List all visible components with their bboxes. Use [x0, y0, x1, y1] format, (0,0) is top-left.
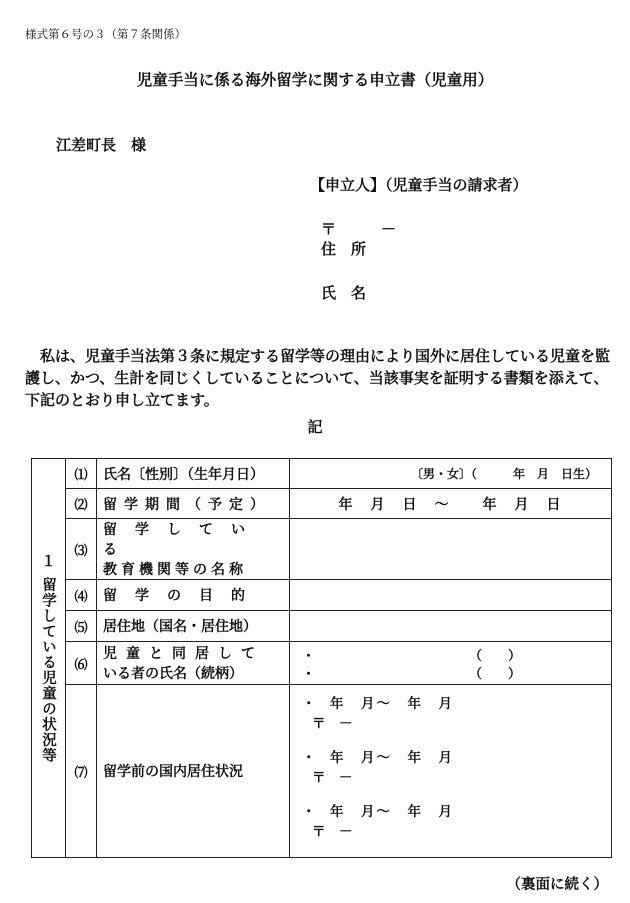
table-row [32, 580, 612, 611]
gender-dob-template: 〔男・女〕（ 年 月 日生） [410, 467, 597, 481]
prior-residence-field[interactable] [290, 685, 612, 858]
addressee: 江差町長 様 [56, 136, 147, 154]
prior-residence-entry [290, 692, 611, 732]
ki-heading: 記 [307, 418, 323, 436]
row-index: ⑺ [66, 685, 97, 858]
applicant-name-label: 氏 名 [321, 284, 367, 302]
cohabitant-entry [290, 663, 611, 681]
institution-name-field[interactable] [290, 519, 612, 580]
prior-residence-entry [290, 746, 611, 786]
residence-postal: 〒 － [312, 824, 353, 840]
row-index: ⑸ [66, 611, 97, 642]
study-period-template: 年 月 日 ～ 年 月 日 [338, 496, 563, 513]
row-index: ⑵ [66, 489, 97, 519]
bullet: ・ [302, 666, 316, 682]
row-index: ⑹ [66, 642, 97, 685]
bullet: ・ [302, 696, 316, 712]
relationship-paren: （ ） [468, 648, 521, 664]
study-purpose-field[interactable] [290, 580, 612, 611]
row-label-line2: いる者の氏名（続柄） [103, 666, 243, 682]
residence-period: 年 月～ 年 月 [330, 804, 454, 820]
table-row [32, 685, 612, 858]
table-row [32, 489, 612, 519]
row-label-line2: 教育機関等の名称 [103, 562, 247, 578]
relationship-paren: （ ） [468, 666, 521, 682]
row-label-line1: 留学している [103, 522, 263, 558]
table-row [32, 642, 612, 685]
bullet: ・ [302, 804, 316, 820]
row-label [97, 519, 290, 580]
row-label: 留学の目的 [97, 580, 290, 611]
residence-field[interactable] [290, 611, 612, 642]
row-label: 留学前の国内居住状況 [97, 685, 290, 858]
row-label-line1: 児童と同居して [103, 646, 264, 662]
bullet: ・ [302, 648, 316, 664]
bullet: ・ [302, 750, 316, 766]
row-index: ⑶ [66, 519, 97, 580]
prior-residence-entry [290, 800, 611, 840]
applicant-postal-label: 〒 － [321, 220, 397, 238]
row-label: 居住地（国名・居住地） [97, 611, 290, 642]
name-gender-dob-field[interactable] [290, 459, 612, 489]
category-cell [32, 459, 66, 858]
row-index: ⑴ [66, 459, 97, 489]
study-period-field[interactable] [290, 489, 612, 519]
table-row [32, 459, 612, 489]
row-label [97, 642, 290, 685]
residence-period: 年 月～ 年 月 [330, 750, 454, 766]
row-index: ⑷ [66, 580, 97, 611]
document-title: 児童手当に係る海外留学に関する申立書（児童用） [136, 70, 494, 89]
table-row [32, 611, 612, 642]
row-label: 留学期間（予定） [97, 489, 290, 519]
category-number: １ [41, 552, 56, 570]
continued-note: （裏面に続く） [506, 876, 608, 893]
cohabitant-field[interactable] [290, 642, 612, 685]
applicant-address-label: 住 所 [321, 240, 367, 258]
cohabitant-entry [290, 645, 611, 663]
residence-postal: 〒 － [312, 770, 353, 786]
form-number: 様式第６号の３（第７条関係） [25, 27, 186, 41]
applicant-heading: 【申立人】（児童手当の請求者） [310, 176, 528, 194]
residence-postal: 〒 － [312, 716, 353, 732]
residence-period: 年 月～ 年 月 [330, 696, 454, 712]
statement-text: 私は、児童手当法第３条に規定する留学等の理由により国外に居住している児童を監護し、かつ、生計を同じくしていることについて、当該事実を証明する書類を添えて、下記のとおり申し立てます。 [25, 347, 611, 409]
row-label: 氏名〔性別〕（生年月日） [97, 459, 290, 489]
child-status-table [31, 458, 612, 858]
category-label: 留学している児童の状況等 [40, 576, 57, 763]
table-row [32, 519, 612, 580]
